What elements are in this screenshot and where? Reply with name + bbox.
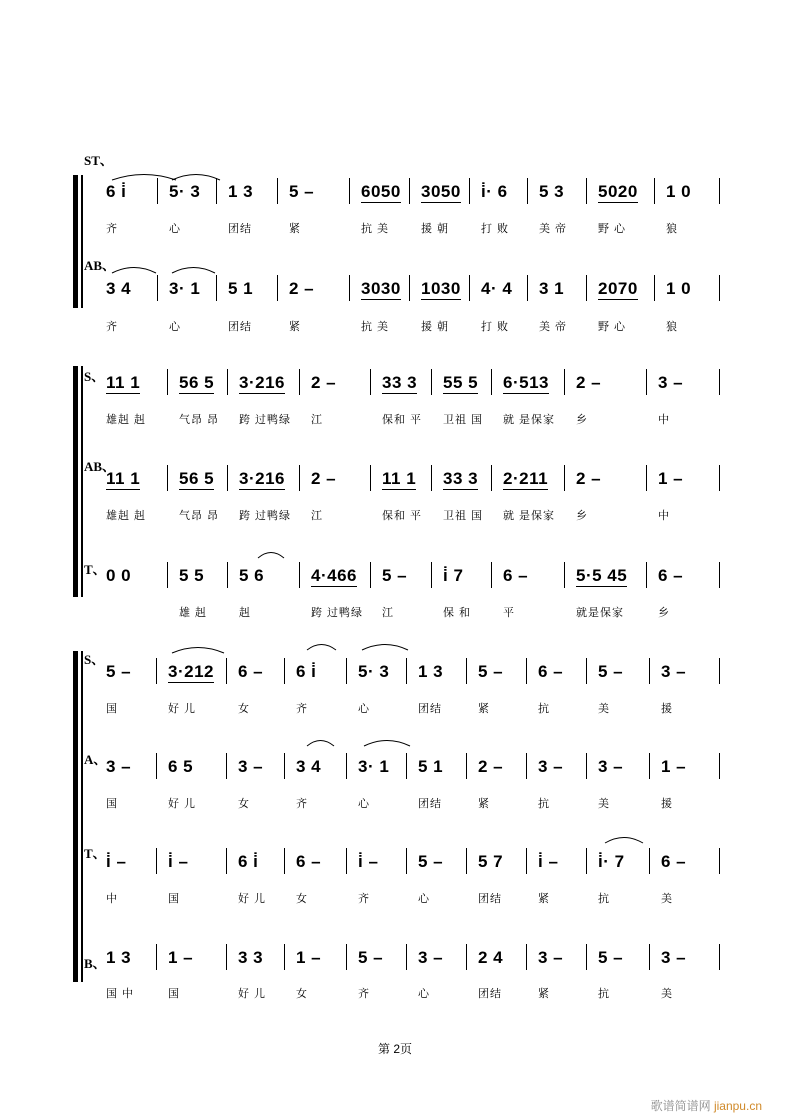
lyric: 跨 过鸭绿 <box>239 510 292 522</box>
lyric: 好 儿 <box>238 893 267 905</box>
lyric: 就 是保家 <box>503 510 556 522</box>
lyric: 雄 赳 <box>179 607 208 619</box>
note-group: 3 – <box>418 948 444 967</box>
slur <box>172 268 215 274</box>
lyric: 野 心 <box>598 223 627 235</box>
lyric: 女 <box>238 798 250 810</box>
part-label: T、 <box>84 562 106 577</box>
lyric: 江 <box>311 510 323 522</box>
lyric: 齐 <box>358 893 370 905</box>
lyric: 好 儿 <box>168 703 197 715</box>
lyric: 援 <box>661 703 673 715</box>
note-group: 5 7 <box>478 852 504 871</box>
lyric: 援 朝 <box>421 223 450 235</box>
lyric: 狼 <box>666 223 678 235</box>
slur <box>307 645 336 651</box>
lyric: 江 <box>382 607 394 619</box>
lyric: 心 <box>169 223 181 235</box>
lyric: 紧 <box>538 988 550 1000</box>
note-group: 2 – <box>576 469 602 488</box>
lyric: 抗 美 <box>361 223 390 235</box>
lyric: 乡 <box>576 510 588 522</box>
lyric: 团结 <box>478 988 502 1000</box>
lyric: 气昂 昂 <box>179 414 220 426</box>
note-group: 1030 <box>421 279 461 298</box>
lyric: 抗 <box>538 798 550 810</box>
note-group: 3·216 <box>239 373 285 392</box>
lyric: 女 <box>296 893 308 905</box>
slur <box>112 268 156 274</box>
note-group: i̇· 6 <box>481 182 508 201</box>
note-group: 3 – <box>106 757 132 776</box>
page-number: 第 2页 <box>377 1042 412 1056</box>
lyric: 心 <box>418 893 430 905</box>
lyric: 团结 <box>418 798 442 810</box>
note-group: 1 0 <box>666 182 692 201</box>
note-group: 6 5 <box>168 757 194 776</box>
watermark <box>651 1097 762 1114</box>
lyric: 好 儿 <box>168 798 197 810</box>
note-group: 5 3 <box>539 182 565 201</box>
note-group: 1 3 <box>418 662 444 681</box>
note-group: 5 – <box>598 662 624 681</box>
lyric: 抗 <box>538 703 550 715</box>
note-group: i̇ – <box>538 852 559 871</box>
lyric: 美 <box>661 988 673 1000</box>
lyric: 雄赳 赳 <box>106 510 147 522</box>
note-group: 6 – <box>658 566 684 585</box>
lyric: 乡 <box>658 607 670 619</box>
watermark-text: 歌谱简谱网 <box>650 1099 711 1113</box>
slur <box>307 741 334 747</box>
note-group: 5· 3 <box>169 182 201 201</box>
note-group: 3·216 <box>239 469 285 488</box>
note-group: 4·466 <box>311 566 357 585</box>
note-group: 5 – <box>358 948 384 967</box>
lyric: 跨 过鸭绿 <box>239 414 292 426</box>
part-label: AB、 <box>84 459 116 474</box>
note-group: 1 3 <box>228 182 254 201</box>
lyric: 中 <box>658 414 670 426</box>
lyric: 中 <box>106 893 118 905</box>
lyric: 团结 <box>228 321 252 333</box>
note-group: 3050 <box>421 182 461 201</box>
note-group: 2 – <box>311 373 337 392</box>
note-group: 3 – <box>661 662 687 681</box>
lyric: 就是保家 <box>576 607 624 619</box>
note-group: 3 – <box>658 373 684 392</box>
lyric: 团结 <box>478 893 502 905</box>
note-group: i̇ – <box>358 852 379 871</box>
note-group: 56 5 <box>179 373 215 392</box>
note-group: 2 – <box>311 469 337 488</box>
part-label: S、 <box>84 369 105 384</box>
part-label: B、 <box>84 956 106 971</box>
note-group: 5· 3 <box>358 662 390 681</box>
lyric: 紧 <box>538 893 550 905</box>
lyric: 雄赳 赳 <box>106 414 147 426</box>
note-group: 1 – <box>168 948 194 967</box>
lyric: 援 <box>661 798 673 810</box>
lyric: 保和 平 <box>382 414 423 426</box>
slur <box>172 648 224 654</box>
lyric: 保和 平 <box>382 510 423 522</box>
note-group: 2 – <box>289 279 315 298</box>
note-group: 3 – <box>661 948 687 967</box>
watermark-site: jianpu.cn <box>713 1099 762 1113</box>
slur <box>362 645 408 651</box>
note-group: 3·212 <box>168 662 214 681</box>
note-group: 3030 <box>361 279 401 298</box>
note-group: 5 – <box>382 566 408 585</box>
lyric: 美 <box>661 893 673 905</box>
lyric: 国 <box>168 893 180 905</box>
note-group: 3 4 <box>296 757 322 776</box>
note-group: 3 4 <box>106 279 132 298</box>
slur <box>364 741 410 747</box>
note-group: 6 – <box>661 852 687 871</box>
note-group: 3 3 <box>238 948 264 967</box>
note-group: 56 5 <box>179 469 215 488</box>
part-label: S、 <box>84 652 105 667</box>
note-group: 1 0 <box>666 279 692 298</box>
lyric: 心 <box>169 321 181 333</box>
note-group: 5 – <box>418 852 444 871</box>
lyric: 美 帝 <box>539 321 568 333</box>
lyric: 抗 <box>598 893 610 905</box>
note-group: 33 3 <box>443 469 479 488</box>
lyric: 中 <box>658 510 670 522</box>
note-group: 2·211 <box>503 469 549 488</box>
note-group: 5 – <box>106 662 132 681</box>
lyric: 齐 <box>106 223 118 235</box>
lyric: 国 <box>106 798 118 810</box>
lyric: 气昂 昂 <box>179 510 220 522</box>
lyric: 国 <box>106 703 118 715</box>
note-group: 33 3 <box>382 373 418 392</box>
lyric: 野 心 <box>598 321 627 333</box>
lyric: 齐 <box>296 798 308 810</box>
note-group: 2070 <box>598 279 638 298</box>
note-group: 5·5 45 <box>576 566 628 585</box>
note-group: 11 1 <box>106 469 141 488</box>
lyric: 紧 <box>289 223 301 235</box>
lyric: 齐 <box>106 321 118 333</box>
note-group: 11 1 <box>106 373 141 392</box>
note-group: 1 – <box>658 469 684 488</box>
note-group: i̇ – <box>106 852 127 871</box>
note-group: 4· 4 <box>481 279 513 298</box>
note-group: 5 – <box>289 182 315 201</box>
lyric: 心 <box>358 703 370 715</box>
note-group: 6 i̇ <box>238 852 259 871</box>
note-group: 1 – <box>661 757 687 776</box>
note-group: i̇· 7 <box>598 852 625 871</box>
lyric: 抗 美 <box>361 321 390 333</box>
lyric: 美 帝 <box>539 223 568 235</box>
lyric: 赳 <box>239 607 251 619</box>
note-group: 5 1 <box>418 757 444 776</box>
lyric: 卫祖 国 <box>443 510 484 522</box>
lyric: 平 <box>503 607 515 619</box>
note-group: 6·513 <box>503 373 549 392</box>
note-group: 5 6 <box>239 566 265 585</box>
lyric: 齐 <box>296 703 308 715</box>
part-label: AB、 <box>84 258 116 273</box>
slur <box>112 175 176 181</box>
lyric: 团结 <box>418 703 442 715</box>
note-group: 1 – <box>296 948 322 967</box>
slur <box>172 175 220 181</box>
note-group: 5 – <box>478 662 504 681</box>
note-group: 5 1 <box>228 279 254 298</box>
note-group: 6 – <box>538 662 564 681</box>
note-group: 3 – <box>538 757 564 776</box>
note-group: 2 – <box>576 373 602 392</box>
part-label: T、 <box>84 846 106 861</box>
note-group: 6 – <box>238 662 264 681</box>
note-group: 0 0 <box>106 566 132 585</box>
lyric: 好 儿 <box>238 988 267 1000</box>
lyric: 援 朝 <box>421 321 450 333</box>
note-group: 6 – <box>503 566 529 585</box>
lyric: 打 败 <box>481 223 510 235</box>
slur <box>258 553 284 559</box>
lyric: 抗 <box>598 988 610 1000</box>
note-group: 3 – <box>538 948 564 967</box>
lyric: 打 败 <box>481 321 510 333</box>
note-group: 6 i̇ <box>106 182 127 201</box>
lyric: 美 <box>598 798 610 810</box>
lyric: 狼 <box>666 321 678 333</box>
lyric: 国 <box>168 988 180 1000</box>
lyric: 紧 <box>478 703 490 715</box>
lyric: 保 和 <box>443 607 472 619</box>
note-group: 2 4 <box>478 948 504 967</box>
note-group: 11 1 <box>382 469 417 488</box>
note-group: 5 – <box>598 948 624 967</box>
lyric: 就 是保家 <box>503 414 556 426</box>
note-group: 6 – <box>296 852 322 871</box>
lyric: 心 <box>358 798 370 810</box>
lyric: 美 <box>598 703 610 715</box>
note-group: 55 5 <box>443 373 479 392</box>
note-group: 5 5 <box>179 566 205 585</box>
lyric: 乡 <box>576 414 588 426</box>
note-group: 6050 <box>361 182 401 201</box>
lyric: 女 <box>238 703 250 715</box>
note-group: 3 – <box>238 757 264 776</box>
note-group: 1 3 <box>106 948 132 967</box>
lyric: 女 <box>296 988 308 1000</box>
note-group: 5020 <box>598 182 638 201</box>
slur <box>605 838 643 844</box>
note-group: i̇ – <box>168 852 189 871</box>
lyric: 卫祖 国 <box>443 414 484 426</box>
note-group: i̇ 7 <box>443 566 464 585</box>
note-group: 3· 1 <box>169 279 201 298</box>
lyric: 团结 <box>228 223 252 235</box>
lyric: 齐 <box>358 988 370 1000</box>
note-group: 6 i̇ <box>296 662 317 681</box>
note-group: 3 – <box>598 757 624 776</box>
lyric: 跨 过鸭绿 <box>311 607 364 619</box>
note-group: 3 1 <box>539 279 565 298</box>
lyric: 国 中 <box>106 988 135 1000</box>
lyric: 紧 <box>478 798 490 810</box>
lyric: 江 <box>311 414 323 426</box>
part-label: ST、 <box>84 153 113 168</box>
part-label: A、 <box>84 752 107 767</box>
lyric: 心 <box>418 988 430 1000</box>
lyric: 紧 <box>289 321 301 333</box>
note-group: 2 – <box>478 757 504 776</box>
note-group: 3· 1 <box>358 757 390 776</box>
